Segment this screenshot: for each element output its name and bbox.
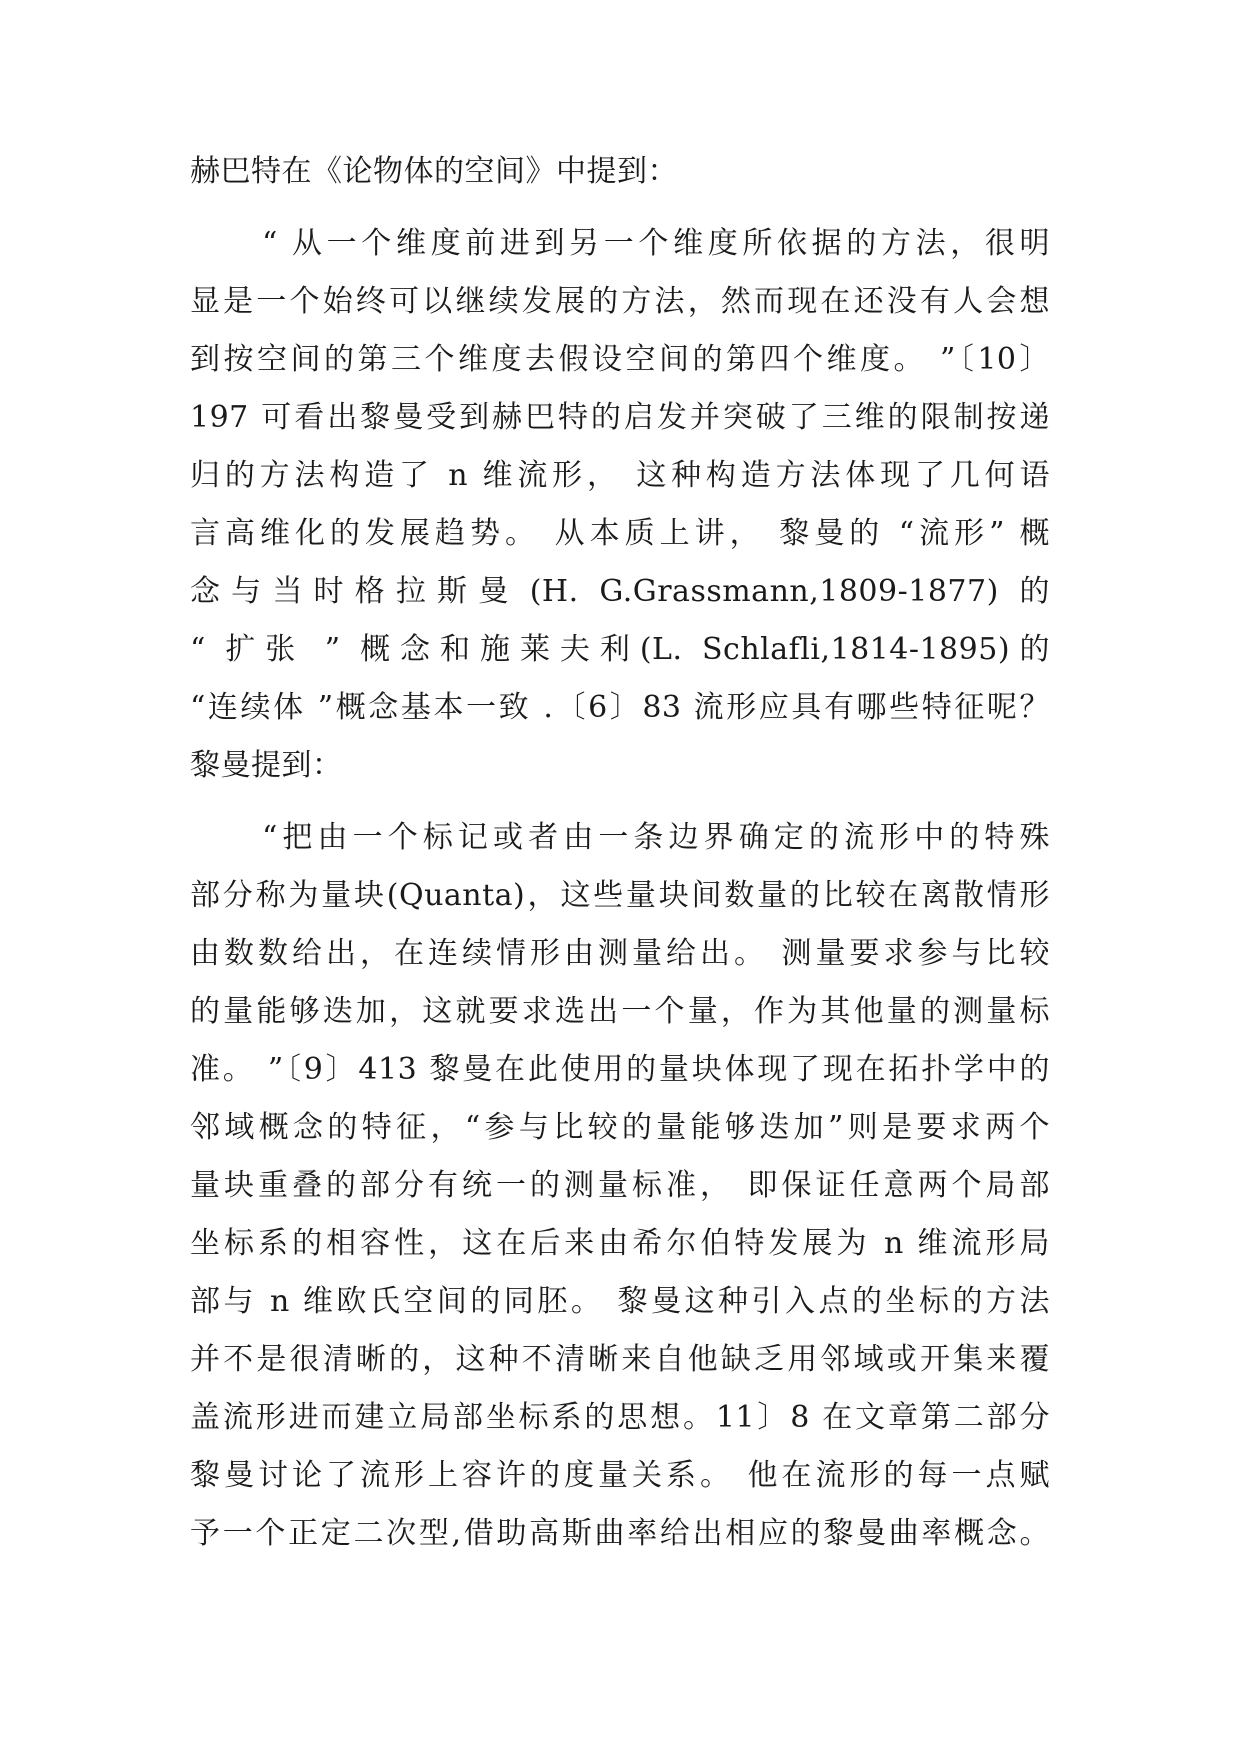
text-line: “把由一个标记或者由一条边界确定的流形中的特殊 xyxy=(262,820,1050,855)
text-line: 言高维化的发展趋势。 从本质上讲， 黎曼的 “流形” 概 xyxy=(190,516,1050,551)
text-line: “ 从一个维度前进到另一个维度所依据的方法，很明 xyxy=(262,226,1050,261)
text-line: 予一个正定二次型,借助高斯曲率给出相应的黎曼曲率概念。 xyxy=(190,1516,1050,1551)
text-line: 197 可看出黎曼受到赫巴特的启发并突破了三维的限制按递 xyxy=(190,400,1050,435)
text-line: 念 与 当 时 格 拉 斯 曼 (H. G.Grassmann,1809-1877) 的 xyxy=(190,574,1050,609)
text-line: 准。 ”〔9〕413 黎曼在此使用的量块体现了现在拓扑学中的 xyxy=(190,1052,1050,1087)
text-line: 到按空间的第三个维度去假设空间的第四个维度。 ”〔10〕 xyxy=(190,342,1050,377)
text-line: 部与 n 维欧氏空间的同胚。 黎曼这种引入点的坐标的方法 xyxy=(190,1284,1050,1319)
text-line: 赫巴特在《论物体的空间》中提到： xyxy=(190,154,678,189)
text-line: 量块重叠的部分有统一的测量标准， 即保证任意两个局部 xyxy=(190,1168,1050,1203)
text-line: 部分称为量块(Quanta)，这些量块间数量的比较在离散情形 xyxy=(190,878,1050,913)
text-line: 邻域概念的特征，“参与比较的量能够迭加”则是要求两个 xyxy=(190,1110,1050,1145)
text-line: “ 扩张 ” 概念和施莱夫利(L. Schlafli,1814-1895)的 xyxy=(190,632,1050,667)
text-line: 并不是很清晰的，这种不清晰来自他缺乏用邻域或开集来覆 xyxy=(190,1342,1050,1377)
text-line: 的量能够迭加，这就要求选出一个量，作为其他量的测量标 xyxy=(190,994,1050,1029)
text-line: 黎曼提到： xyxy=(190,748,343,783)
text-line: 归的方法构造了 n 维流形， 这种构造方法体现了几何语 xyxy=(190,458,1050,493)
text-line: 由数数给出，在连续情形由测量给出。 测量要求参与比较 xyxy=(190,936,1050,971)
text-line: “连续体 ”概念基本一致 .〔6〕83 流形应具有哪些特征呢？ xyxy=(190,690,1050,725)
text-line: 显是一个始终可以继续发展的方法，然而现在还没有人会想 xyxy=(190,284,1050,319)
text-line: 盖流形进而建立局部坐标系的思想。11〕8 在文章第二部分 xyxy=(190,1400,1050,1435)
text-line: 黎曼讨论了流形上容许的度量关系。 他在流形的每一点赋 xyxy=(190,1458,1050,1493)
text-line: 坐标系的相容性，这在后来由希尔伯特发展为 n 维流形局 xyxy=(190,1226,1050,1261)
